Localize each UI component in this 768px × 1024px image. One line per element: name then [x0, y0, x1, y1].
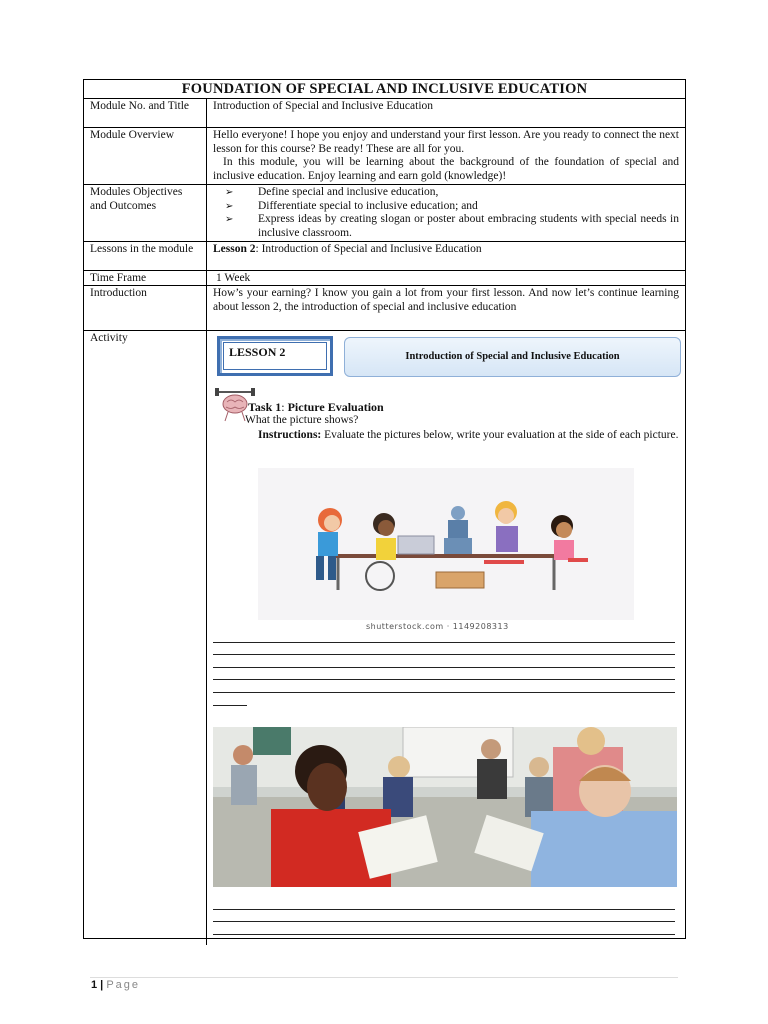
page-number: 1 [91, 979, 98, 991]
module-document [83, 79, 686, 939]
row-introduction [84, 286, 685, 331]
value-activity [207, 331, 685, 945]
label-time-frame: Time Frame [84, 271, 207, 285]
value-time-frame: 1 Week [216, 272, 251, 284]
document-title: FOUNDATION OF SPECIAL AND INCLUSIVE EDUCATION [84, 80, 685, 99]
task-heading: Task 1: Picture Evaluation [248, 400, 384, 414]
value-introduction: How’s your earning? I know you gain a lot from your first lesson. And now let’s continue learning about lesson 2, the introduction of special and inclusive education [213, 287, 679, 313]
arrow-bullet-icon: ➢ [225, 214, 234, 225]
row-time-frame [84, 271, 685, 286]
row-lessons [84, 242, 685, 271]
arrow-bullet-icon: ➢ [225, 200, 234, 212]
footer-divider [90, 977, 678, 978]
label-module-no: Module No. and Title [84, 99, 207, 127]
answer-lines-2 [213, 897, 675, 935]
objectives-list [213, 186, 679, 240]
row-module-no [84, 99, 685, 128]
answer-lines-1 [213, 630, 675, 706]
page-footer: 1 | Page [91, 979, 141, 991]
label-activity: Activity [84, 331, 207, 945]
task-instructions: Instructions: Evaluate the pictures below, write your evaluation at the side of each picture. [258, 429, 679, 441]
photo-students-classroom [213, 727, 677, 887]
task-question: What the picture shows? [245, 414, 359, 426]
value-objectives [207, 185, 685, 241]
overview-paragraph-2: In this module, you will be learning about the background of the foundation of special and inclusive education. Enjoy learning and earn gold (knowledge)! [213, 156, 679, 182]
value-lessons: Lesson 2: Introduction of Special and Inclusive Education [213, 243, 482, 255]
list-item: ➢ Express ideas by creating slogan or poster about embracing students with special needs in inclusive classroom. [225, 213, 679, 239]
page-label: Page [106, 979, 141, 991]
label-lessons: Lessons in the module [84, 242, 207, 270]
list-item: ➢ Define special and inclusive education, [225, 186, 439, 198]
list-item: ➢ Differentiate special to inclusive education; and [225, 199, 478, 212]
illustration-children-classroom [258, 468, 634, 620]
lesson-number-box: LESSON 2 [217, 336, 333, 376]
image-credit: shutterstock.com · 1149208313 [366, 622, 509, 631]
overview-paragraph-1: Hello everyone! I hope you enjoy and understand your first lesson. Are you ready to connect the next lesson for this course? Be ready! These are all for you. [213, 129, 679, 155]
row-objectives [84, 185, 685, 242]
row-overview [84, 128, 685, 185]
lesson-title-box: Introduction of Special and Inclusive Education [344, 337, 681, 377]
label-objectives: Modules Objectives and Outcomes [84, 185, 207, 241]
label-introduction: Introduction [84, 286, 207, 330]
value-module-no: Introduction of Special and Inclusive Education [213, 100, 434, 112]
label-overview: Module Overview [84, 128, 207, 184]
arrow-bullet-icon: ➢ [225, 187, 234, 198]
row-activity [84, 331, 685, 945]
value-overview [207, 128, 685, 184]
